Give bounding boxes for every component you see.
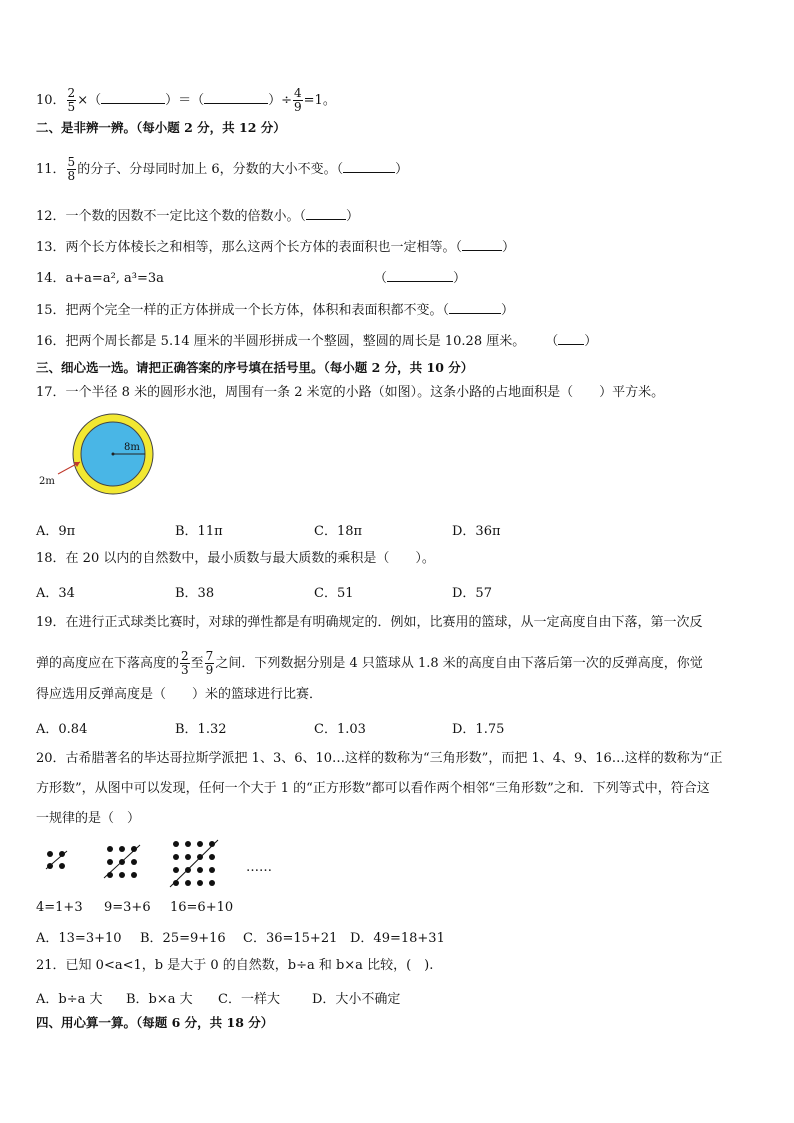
section-heading: 四、用心算一算。（每题 6 分，共 18 分） — [36, 1015, 274, 1030]
option-b[interactable]: B．1.32 — [175, 722, 227, 737]
answer-blank[interactable] — [449, 301, 501, 314]
option-b[interactable]: B．b×a 大 — [126, 992, 193, 1007]
answer-blank[interactable] — [306, 207, 346, 220]
question-20-line3: 一规律的是（ ） — [36, 811, 141, 826]
caption-16: 16=6+10 — [170, 900, 234, 915]
option-d[interactable]: D．1.75 — [452, 722, 505, 737]
dot-grid-3x3 — [104, 845, 140, 878]
section-heading: 三、细心选一选。请把正确答案的序号填在括号里。（每小题 2 分，共 10 分） — [36, 360, 474, 375]
answer-blank[interactable] — [462, 238, 502, 251]
ellipsis: …… — [246, 860, 272, 875]
path-width-label: 2m — [39, 476, 55, 487]
option-c[interactable]: C．18π — [314, 524, 363, 539]
question-16: 16．把两个周长都是 5.14 厘米的半圆形拼成一个整圆，整圆的周长是 10.28 厘米。 （ ） — [36, 334, 598, 349]
question-13: 13．两个长方体棱长之和相等，那么这两个长方体的表面积也一定相等。（ ） — [36, 240, 516, 255]
option-b[interactable]: B．25=9+16 — [140, 931, 226, 946]
answer-blank[interactable] — [101, 91, 165, 104]
question-14: 14．a+a=a², a³=3a （ ） — [36, 271, 466, 286]
fraction: $\frac{4}{9}$ — [294, 86, 302, 114]
question-19-line3: 得应选用反弹高度是（ ）米的篮球进行比赛． — [36, 687, 323, 702]
answer-blank[interactable] — [204, 91, 268, 104]
question-19-line1: 19．在进行正式球类比赛时，对球的弹性都是有明确规定的．例如，比赛用的篮球，从一定高度自由下落，第一次反 — [36, 615, 703, 630]
caption-4: 4=1+3 — [36, 900, 83, 915]
option-c[interactable]: C．1.03 — [314, 722, 366, 737]
center-dot — [112, 453, 115, 456]
option-a[interactable]: A．0.84 — [36, 722, 88, 737]
question-17: 17．一个半径 8 米的圆形水池，周围有一条 2 米宽的小路（如图）。这条小路的占地面积是（ ）平方米。 — [36, 385, 665, 400]
dot-grid-2x2 — [46, 851, 67, 869]
option-d[interactable]: D．49=18+31 — [350, 931, 445, 946]
caption-9: 9=3+6 — [104, 900, 151, 915]
fraction: $\frac{5}{8}$ — [67, 155, 76, 183]
option-c[interactable]: C．36=15+21 — [243, 931, 338, 946]
pond-path-figure — [36, 412, 166, 496]
option-b[interactable]: B．38 — [175, 586, 215, 601]
option-a[interactable]: A．9π — [36, 524, 76, 539]
dot-grid-4x4 — [170, 840, 218, 887]
fraction: $\frac{2}{3}$ — [181, 649, 189, 677]
answer-blank[interactable] — [343, 160, 395, 173]
section-heading: 二、是非辨一辨。（每小题 2 分，共 12 分） — [36, 120, 286, 135]
fraction: $\frac{7}{9}$ — [205, 649, 214, 677]
option-d[interactable]: D．57 — [452, 586, 492, 601]
question-18: 18．在 20 以内的自然数中，最小质数与最大质数的乘积是（ ）。 — [36, 551, 435, 566]
question-15: 15．把两个完全一样的正方体拼成一个长方体，体积和表面积都不变。（ ） — [36, 303, 515, 318]
option-a[interactable]: A．13=3+10 — [36, 931, 122, 946]
question-20-line2: 方形数”，从图中可以发现，任何一个大于 1 的“正方形数”都可以看作两个相邻“三角形数”之和．下列等式中，符合这 — [36, 781, 710, 796]
fraction: $\frac{2}{5}$ — [67, 86, 76, 114]
answer-blank[interactable] — [387, 269, 453, 282]
question-20-line1: 20．古希腊著名的毕达哥拉斯学派把 1、3、6、10…这样的数称为“三角形数”，而把 1、4、9、16…这样的数称为“正 — [36, 751, 723, 766]
option-c[interactable]: C．一样大 — [218, 992, 280, 1007]
question-21: 21．已知 0<a<1，b 是大于 0 的自然数，b÷a 和 b×a 比较，( ). — [36, 958, 434, 973]
option-c[interactable]: C．51 — [314, 586, 354, 601]
option-d[interactable]: D．36π — [452, 524, 501, 539]
option-b[interactable]: B．11π — [175, 524, 223, 539]
radius-label: 8m — [124, 442, 140, 453]
question-11: 11． $\frac{5}{8}$ 的分子、分母同时加上 6，分数的大小不变。（ ） — [36, 155, 409, 183]
question-19-line2: 弹的高度应在下落高度的 $\frac{2}{3}$ 至 $\frac{7}{9}$ 之间．下列数据分别是 4 只篮球从 1.8 米的高度自由下落后第一次的反弹高度，你觉 — [36, 649, 703, 677]
option-a[interactable]: A．b÷a 大 — [36, 992, 103, 1007]
question-12: 12．一个数的因数不一定比这个数的倍数小。（ ） — [36, 209, 360, 224]
option-a[interactable]: A．34 — [36, 586, 75, 601]
option-d[interactable]: D．大小不确定 — [312, 992, 401, 1007]
question-10: 10． $\frac{2}{5}$ ×（ ）＝（ ）÷ $\frac{4}{9}$ =1。 — [36, 86, 336, 114]
answer-blank[interactable] — [558, 332, 584, 345]
square-numbers-figure — [36, 838, 296, 894]
